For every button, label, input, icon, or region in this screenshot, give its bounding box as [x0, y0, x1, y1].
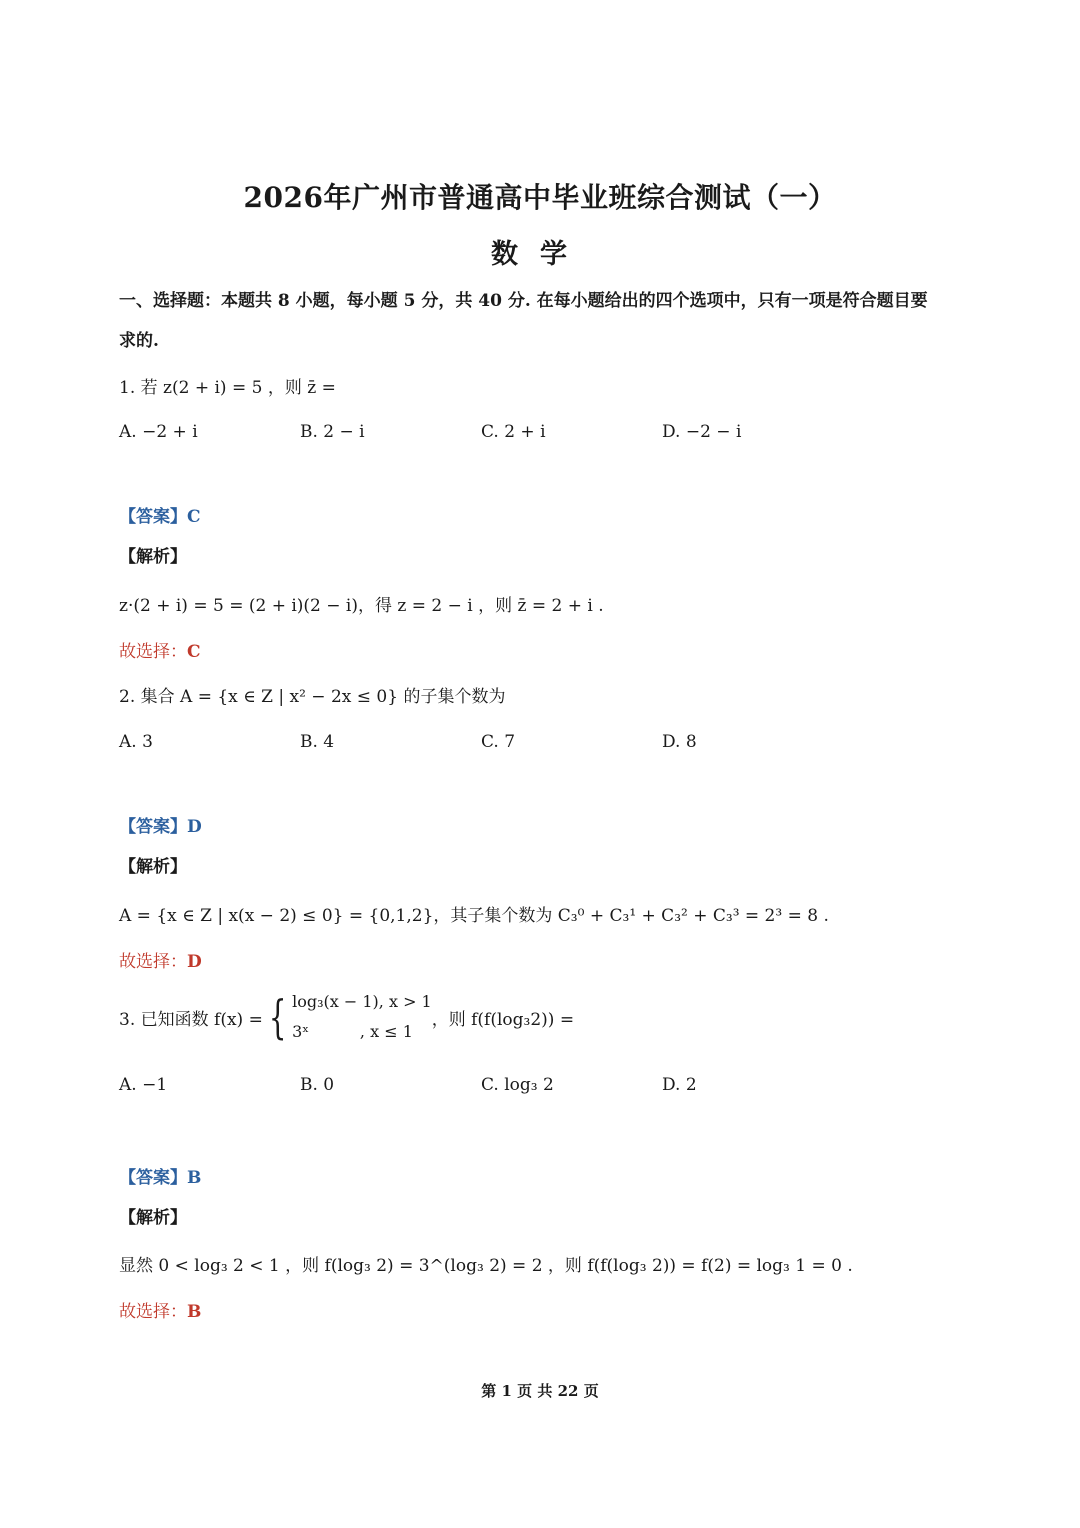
page-title: 2026年广州市普通高中毕业班综合测试（一）	[243, 181, 837, 214]
question-3-conclusion	[119, 1297, 201, 1322]
question-1-conclusion-value: C	[187, 642, 201, 662]
question-3-stem-suffix: ，则 f(f(log₃2)) =	[431, 1009, 575, 1030]
question-3-answer: 【答案】B	[119, 1168, 202, 1188]
subject-heading: 数学	[491, 239, 589, 270]
question-2-stem: 2. 集合 A = {x ∈ Z | x² − 2x ≤ 0} 的子集个数为	[119, 687, 506, 707]
question-3-stem-prefix: 3. 已知函数 f(x) =	[119, 1009, 263, 1030]
question-2-conclusion-value: D	[187, 952, 202, 972]
question-3-stem	[119, 986, 574, 1048]
question-2-option-d: D. 8	[662, 732, 697, 752]
question-3-option-a: A. −1	[119, 1075, 168, 1095]
question-3-option-c: C. log₃ 2	[481, 1075, 554, 1095]
question-3-option-d: D. 2	[662, 1075, 697, 1095]
question-2-analysis-label: 【解析】	[119, 857, 187, 877]
piecewise-case-1: log₃(x − 1), x > 1	[292, 992, 432, 1011]
section-instructions-line1: 一、选择题：本题共 8 小题，每小题 5 分，共 40 分. 在每小题给出的四个选项中，只有一项是符合题目要	[119, 291, 928, 311]
question-1-option-b: B. 2 − i	[300, 422, 365, 442]
question-1-option-c: C. 2 + i	[481, 422, 546, 442]
question-3-solution: 显然 0 < log₃ 2 < 1 ，则 f(log₃ 2) = 3^(log₃ 2) = 2 ，则 f(f(log₃ 2)) = f(2) = log₃ 1 = 0 .	[119, 1256, 853, 1276]
piecewise-brace: {	[268, 990, 287, 1044]
question-1-conclusion-label: 故选择：	[119, 642, 187, 662]
question-2-answer: 【答案】D	[119, 817, 202, 837]
question-2-solution: A = {x ∈ Z | x(x − 2) ≤ 0} = {0,1,2}，其子集个数为 C₃⁰ + C₃¹ + C₃² + C₃³ = 2³ = 8 .	[119, 906, 829, 926]
question-2-conclusion	[119, 947, 202, 972]
question-3-option-b: B. 0	[300, 1075, 335, 1095]
section-instructions-line2: 求的.	[119, 331, 159, 351]
question-1-stem: 1. 若 z(2 + i) = 5 ，则 z̄ =	[119, 378, 336, 398]
question-2-conclusion-label: 故选择：	[119, 952, 187, 972]
piecewise-cases	[292, 987, 432, 1047]
question-1-option-d: D. −2 − i	[662, 422, 742, 442]
question-1-solution: z·(2 + i) = 5 = (2 + i)(2 − i)，得 z = 2 − i ，则 z̄ = 2 + i .	[119, 596, 604, 616]
question-3-conclusion-value: B	[187, 1302, 202, 1322]
question-3-conclusion-label: 故选择：	[119, 1302, 187, 1322]
question-2-option-b: B. 4	[300, 732, 335, 752]
question-1-answer: 【答案】C	[119, 507, 201, 527]
question-2-option-c: C. 7	[481, 732, 516, 752]
question-3-analysis-label: 【解析】	[119, 1208, 187, 1228]
question-1-option-a: A. −2 + i	[119, 422, 198, 442]
page-footer: 第 1 页 共 22 页	[481, 1382, 599, 1400]
piecewise-case-2: 3ˣ , x ≤ 1	[292, 1022, 413, 1041]
question-1-conclusion	[119, 637, 201, 662]
question-2-option-a: A. 3	[119, 732, 153, 752]
question-1-analysis-label: 【解析】	[119, 547, 187, 567]
